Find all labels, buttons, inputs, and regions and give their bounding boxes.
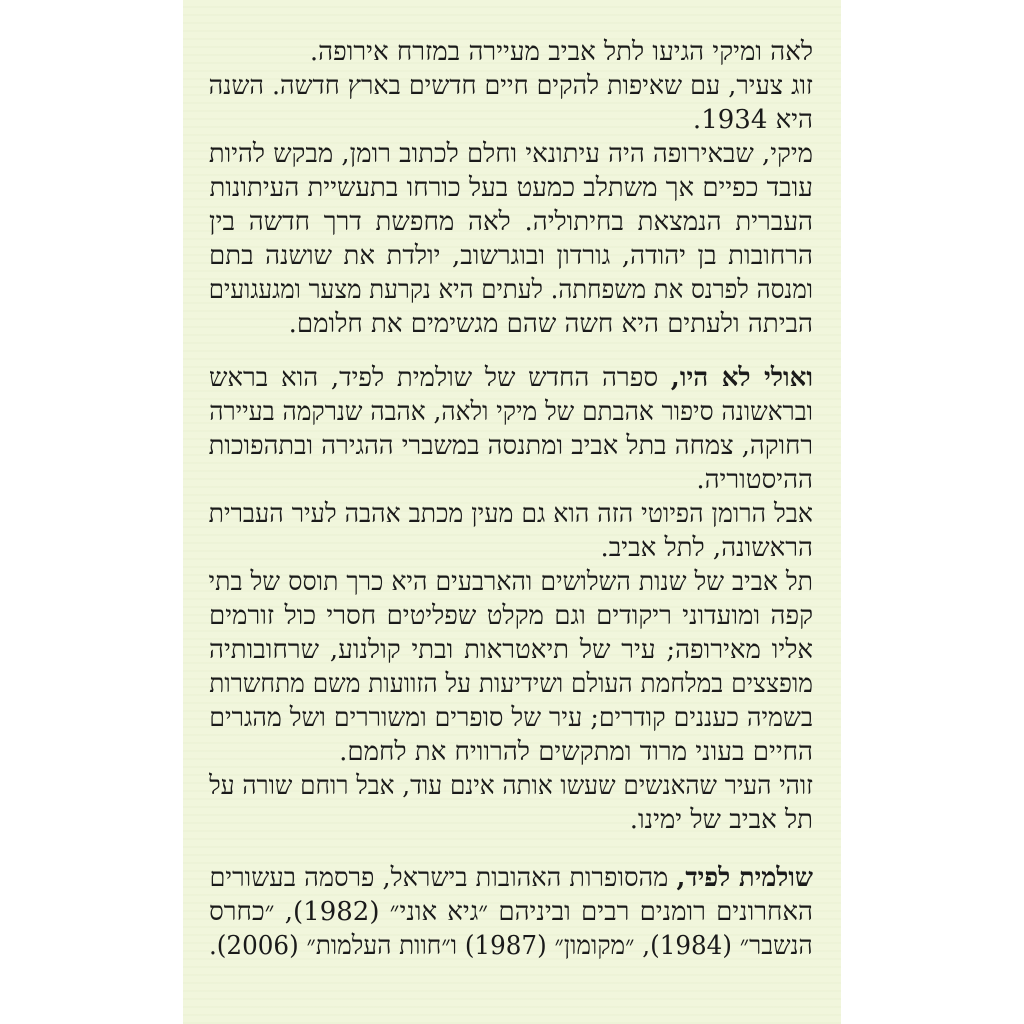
text-line: זוג צעיר, עם שאיפות להקים חיים חדשים בארץ חדשה. השנה: [208, 71, 814, 101]
text-line: לאה ומיקי הגיעו לתל אביב מעיירה במזרח אירופה.: [309, 37, 813, 67]
text-line: תל אביב של שנות השלושים והארבעים היא כרך תוסס של בתי: [208, 567, 814, 597]
text-line: זוהי העיר שהאנשים שעשו אותה אינם עוד, אבל רוחם שורה על: [209, 771, 814, 801]
book-title: ואולי לא היו,: [670, 363, 813, 393]
text-run: מהסופרות האהובות בישראל, פרסמה בעשורים: [209, 863, 677, 893]
text-line: מופצצים במלחמת העולם ושידיעות על הזוועות משם מתחשרות: [209, 669, 813, 699]
text-line: היא 1934.: [692, 105, 813, 135]
author-name: שולמית לפיד,: [676, 863, 813, 893]
text-line: אליו מאירופה; עיר של תיאטראות ובתי קולנוע, שרחובותיה: [209, 635, 813, 665]
text-line: האחרונים רומנים רבים וביניהם ״גיא אוני״ (1982), ״כחרס: [209, 897, 813, 927]
text-line: החיים בעוני מרוד ומתקשים להרוויח את לחמם.: [339, 737, 813, 767]
text-line: רחוקה, צמחה בתל אביב ומתנסה במשברי ההגירה ובתהפוכות: [208, 431, 813, 461]
text-line: אבל הרומן הפיוטי הזה הוא גם מעין מכתב אהבה לעיר העברית: [208, 499, 813, 529]
text-line: הנשבר״ (1984), ״מקומון״ (1987) ו״חוות העלמות״ (2006).: [209, 931, 813, 961]
back-cover-page: [183, 0, 841, 1024]
text-line: העברית הנמצאת בחיתוליה. לאה מחפשת דרך חדשה בין: [209, 207, 813, 237]
text-line: הראשונה, לתל אביב.: [600, 533, 813, 563]
text-line: הביתה ולעתים היא חשה שהם מגשימים את חלומם.: [288, 309, 813, 339]
text-line: ומנסה לפרנס את משפחתה. לעתים היא נקרעת מצער ומגעגועים: [208, 275, 813, 305]
text-line: קפה ומועדוני ריקודים וגם מקלט שפליטים חסרי כול זורמים: [209, 601, 813, 631]
text-line: ובראשונה סיפור אהבתם של מיקי ולאה, אהבה שנרקמה בעיירה: [209, 397, 813, 427]
text-line: הרחובות בן יהודה, גורדון ובוגרשוב, יולדת את שושנה בתם: [209, 241, 813, 271]
text-line: ההיסטוריה.: [696, 465, 813, 495]
text-line: [209, 362, 813, 394]
text-line: תל אביב של ימינו.: [629, 805, 813, 835]
text-line: עובד כפיים אך משתלב כמעט בעל כורחו בתעשיית העיתונות: [209, 173, 813, 203]
text-line: [209, 862, 813, 894]
text-line: מיקי, שבאירופה היה עיתונאי וחלם לכתוב רומן, מבקש להיות: [208, 139, 813, 169]
text-run: ספרה החדש של שולמית לפיד, הוא בראש: [209, 363, 671, 393]
text-line: בשמיה כעננים קודרים; עיר של סופרים ומשוררים ושל מהגרים: [209, 703, 813, 733]
